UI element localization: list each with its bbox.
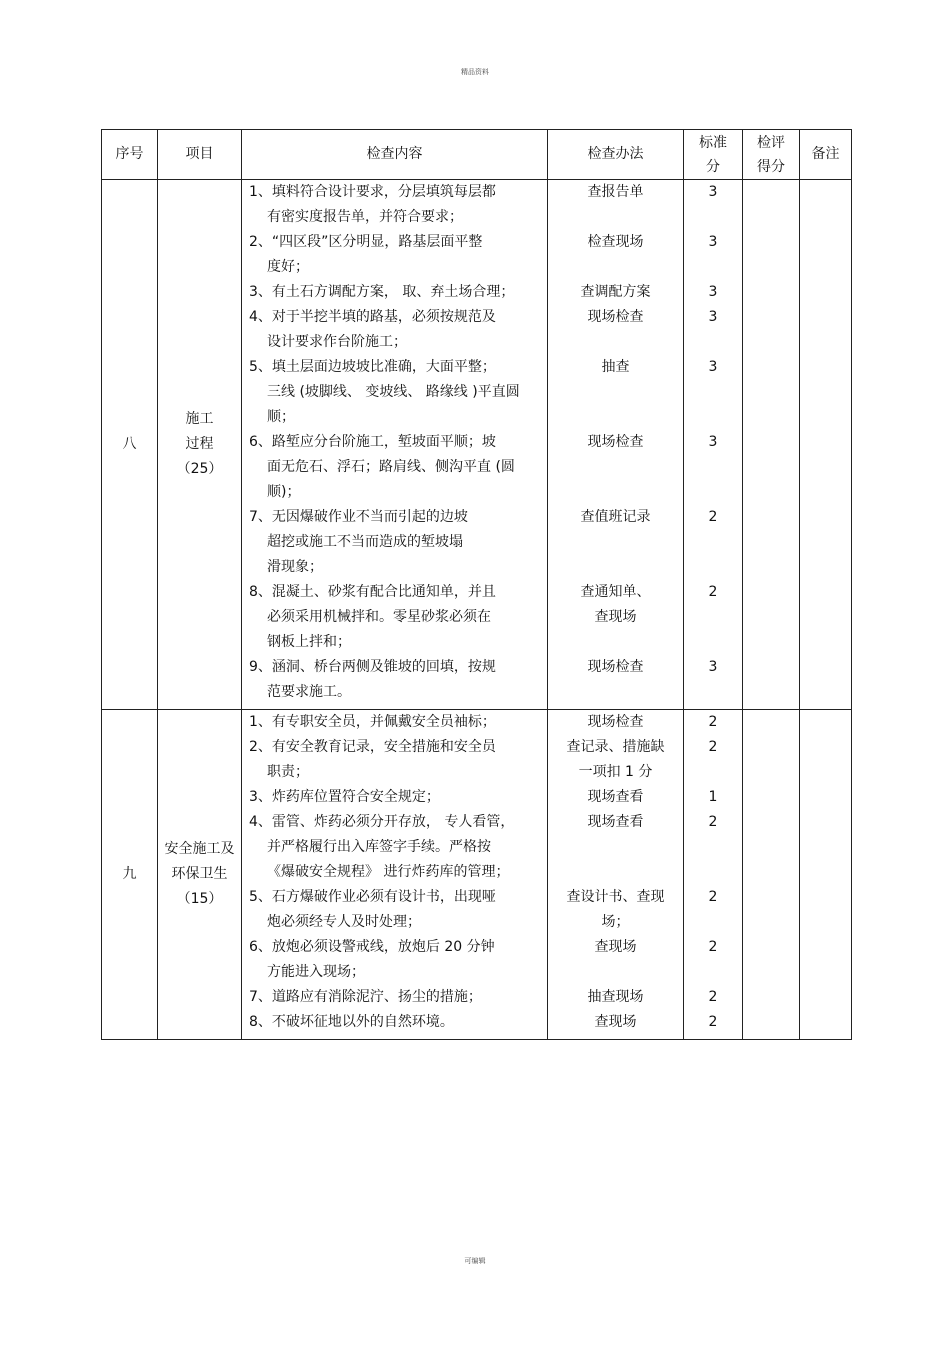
standard-score-value [684, 205, 742, 230]
method-line: 查现场 [594, 939, 637, 955]
content-line: 5、填土层面边坡坡比准确，大面平整； [249, 359, 496, 375]
section-item-line: 施工 [185, 411, 214, 427]
section-item-line: （15） [176, 891, 223, 907]
content-line: 1、填料符合设计要求，分层填筑每层都 [249, 184, 496, 200]
content-line: 并严格履行出入库签字手续。严格按 [267, 839, 491, 855]
standard-score-value [684, 380, 742, 405]
standard-score-value [684, 605, 742, 630]
standard-score-cell [684, 180, 743, 710]
method-line [548, 405, 683, 430]
method-line: 现场查看 [587, 814, 644, 830]
section-item-line: 环保卫生 [171, 866, 228, 882]
content-line: 度好； [267, 259, 309, 275]
method-line: 查现场 [594, 1014, 637, 1030]
method-line [548, 960, 683, 985]
section-item [158, 180, 242, 710]
method-line [548, 380, 683, 405]
standard-score-value [684, 330, 742, 355]
method-line: 查设计书、查现 [566, 889, 665, 905]
method-line: 抽查现场 [587, 989, 644, 1005]
standard-score-value [684, 455, 742, 480]
standard-score-value [684, 530, 742, 555]
content-line: 6、放炮必须设警戒线，放炮后 20 分钟 [249, 939, 495, 955]
header-method: 检查办法 [548, 130, 684, 180]
method-line [548, 630, 683, 655]
content-line: 范要求施工。 [267, 684, 351, 700]
header-evaluation-line2: 得分 [757, 158, 785, 175]
method-line: 场； [601, 914, 630, 930]
content-line: 职责； [267, 764, 309, 780]
content-line: 顺)； [267, 484, 301, 500]
method-line: 查报告单 [587, 184, 644, 200]
standard-score-value: 2 [708, 509, 718, 525]
header-remarks: 备注 [800, 130, 852, 180]
section-seq: 八 [102, 180, 158, 710]
standard-score-value [684, 760, 742, 785]
standard-score-value [684, 630, 742, 655]
standard-score-value [684, 860, 742, 885]
content-line: 2、“四区段”区分明显，路基层面平整 [249, 234, 483, 250]
standard-score-value [684, 480, 742, 505]
content-line: 9、涵洞、桥台两侧及锥坡的回填，按规 [249, 659, 496, 675]
method-line [548, 860, 683, 885]
standard-score-cell [684, 710, 743, 1040]
content-line: 滑现象； [267, 559, 323, 575]
method-line: 查记录、措施缺 [566, 739, 665, 755]
standard-score-value: 3 [708, 434, 718, 450]
method-line: 检查现场 [587, 234, 644, 250]
method-line [548, 835, 683, 860]
header-evaluation-line1: 检评 [757, 134, 785, 151]
content-line: 顺； [267, 409, 295, 425]
section-item-line: （25） [176, 461, 223, 477]
content-line: 3、炸药库位置符合安全规定； [249, 789, 440, 805]
content-line: 4、对于半挖半填的路基，必须按规范及 [249, 309, 496, 325]
section-row [102, 180, 852, 710]
method-line: 现场检查 [587, 434, 644, 450]
method-line [548, 480, 683, 505]
standard-score-value: 2 [708, 989, 718, 1005]
standard-score-value: 2 [708, 739, 718, 755]
method-line: 抽查 [601, 359, 630, 375]
method-line [548, 530, 683, 555]
method-line [548, 205, 683, 230]
page-header-note: 精品资料 [461, 68, 489, 76]
standard-score-value: 2 [708, 714, 718, 730]
method-line: 查通知单、 [580, 584, 651, 600]
content-line: 面无危石、浮石；路肩线、侧沟平直 (圆 [267, 459, 515, 475]
method-line: 查调配方案 [580, 284, 651, 300]
content-line: 炮必须经专人及时处理； [267, 914, 421, 930]
standard-score-value: 3 [708, 284, 718, 300]
content-cell [242, 180, 548, 710]
standard-score-value: 2 [708, 939, 718, 955]
section-seq: 九 [102, 710, 158, 1040]
standard-score-value: 3 [708, 359, 718, 375]
standard-score-value [684, 555, 742, 580]
method-line: 查值班记录 [580, 509, 651, 525]
method-line: 一项扣 1 分 [578, 764, 653, 780]
method-line: 现场查看 [587, 789, 644, 805]
content-line: 设计要求作台阶施工； [267, 334, 407, 350]
remarks-cell [800, 710, 852, 1040]
method-line [548, 455, 683, 480]
content-line: 必须采用机械拌和。零星砂浆必须在 [267, 609, 491, 625]
evaluation-score-cell [743, 180, 800, 710]
content-line: 钢板上拌和； [267, 634, 351, 650]
method-line [548, 330, 683, 355]
content-line: 方能进入现场； [267, 964, 365, 980]
standard-score-value: 2 [708, 584, 718, 600]
method-line: 现场检查 [587, 309, 644, 325]
content-line: 有密实度报告单，并符合要求； [267, 209, 463, 225]
header-content: 检查内容 [242, 130, 548, 180]
content-line: 7、道路应有消除泥泞、扬尘的措施； [249, 989, 482, 1005]
page-footer-note: 可编辑 [464, 1257, 486, 1265]
standard-score-value [684, 255, 742, 280]
standard-score-value: 3 [708, 309, 718, 325]
section-item [158, 710, 242, 1040]
header-evaluation-score [743, 130, 800, 180]
standard-score-value: 3 [708, 184, 718, 200]
method-line: 查现场 [594, 609, 637, 625]
content-cell [242, 710, 548, 1040]
method-cell [548, 180, 684, 710]
method-line: 现场检查 [587, 714, 644, 730]
content-line: 3、有土石方调配方案， 取、弃土场合理； [249, 284, 515, 300]
header-standard-line2: 分 [706, 158, 720, 175]
content-line: 超挖或施工不当而造成的堑坡塌 [267, 534, 463, 550]
section-item-line: 安全施工及 [164, 841, 235, 857]
section-row [102, 710, 852, 1040]
standard-score-value: 2 [708, 889, 718, 905]
evaluation-score-cell [743, 710, 800, 1040]
standard-score-value [684, 910, 742, 935]
content-line: 6、路堑应分台阶施工，堑坡面平顺；坡 [249, 434, 496, 450]
method-line [548, 555, 683, 580]
section-item-line: 过程 [185, 436, 214, 452]
content-line: 7、无因爆破作业不当而引起的边坡 [249, 509, 468, 525]
header-standard-line1: 标准 [699, 134, 727, 151]
method-line: 现场检查 [587, 659, 644, 675]
content-line: 三线 (坡脚线、 变坡线、 路缘线 )平直圆 [267, 384, 520, 400]
standard-score-value: 1 [708, 789, 718, 805]
content-line: 5、石方爆破作业必须有设计书，出现哑 [249, 889, 496, 905]
content-line: 8、混凝土、砂浆有配合比通知单，并且 [249, 584, 496, 600]
content-line: 2、有安全教育记录，安全措施和安全员 [249, 739, 496, 755]
content-line: 《爆破安全规程》 进行炸药库的管理； [267, 864, 510, 880]
standard-score-value: 3 [708, 659, 718, 675]
standard-score-value: 3 [708, 234, 718, 250]
table-header-row [102, 130, 852, 180]
standard-score-value [684, 405, 742, 430]
content-line: 8、不破坏征地以外的自然环境。 [249, 1014, 454, 1030]
header-item: 项目 [158, 130, 242, 180]
standard-score-value [684, 680, 742, 705]
content-line: 4、雷管、炸药必须分开存放， 专人看管， [249, 814, 515, 830]
inspection-table [101, 129, 852, 1040]
header-standard-score [684, 130, 743, 180]
content-line: 1、有专职安全员，并佩戴安全员袖标； [249, 714, 496, 730]
standard-score-value [684, 960, 742, 985]
remarks-cell [800, 180, 852, 710]
method-cell [548, 710, 684, 1040]
standard-score-value [684, 835, 742, 860]
method-line [548, 680, 683, 705]
method-line [548, 255, 683, 280]
standard-score-value: 2 [708, 814, 718, 830]
header-seq: 序号 [102, 130, 158, 180]
standard-score-value: 2 [708, 1014, 718, 1030]
